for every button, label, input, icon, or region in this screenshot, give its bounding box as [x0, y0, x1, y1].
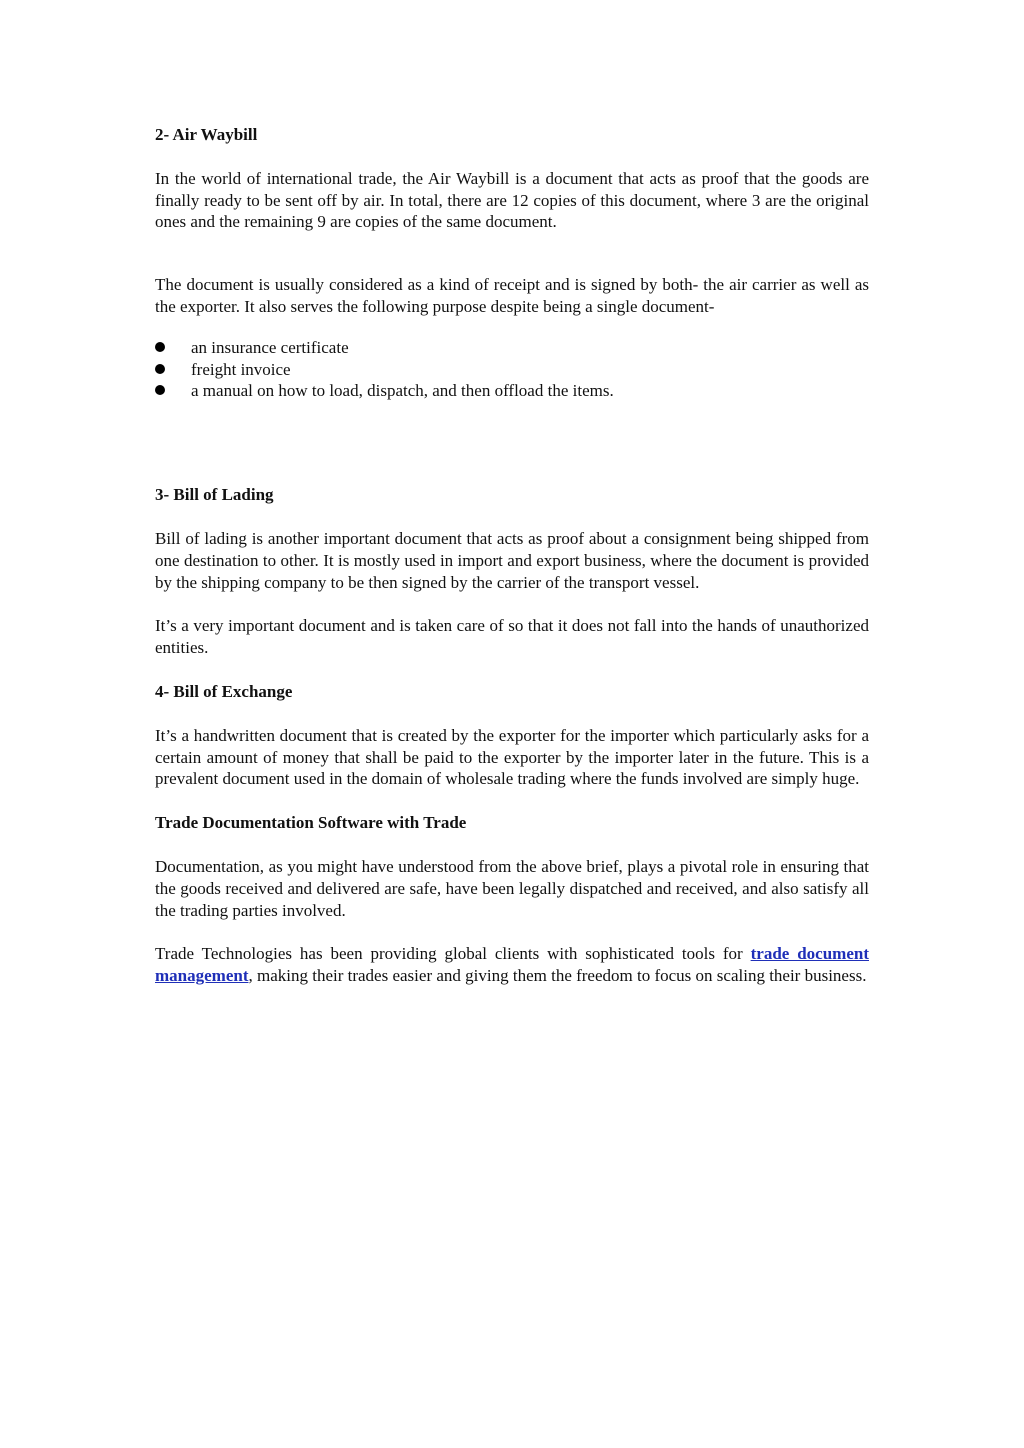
- software-heading: Trade Documentation Software with Trade: [155, 813, 467, 833]
- software-paragraph-2: [155, 943, 869, 987]
- air-waybill-heading: 2- Air Waybill: [155, 125, 258, 144]
- software-paragraph-1: Documentation, as you might have understood from the above brief, plays a pivotal role in ensuring that the goods received and delivered are safe, have been legally dispatched and received, and also satisfy all the trading parties involved.: [155, 856, 869, 920]
- bill-of-lading-paragraph-2: It’s a very important document and is taken care of so that it does not fall into the hands of unauthorized entities.: [155, 616, 869, 658]
- list-item: [155, 337, 869, 359]
- bullet-dot-icon: [155, 342, 165, 352]
- bill-of-exchange-paragraph: It’s a handwritten document that is created by the exporter for the importer which particularly asks for a certain amount of money that shall be paid to the exporter by the importer later in the future. This is a prevalent document used in the domain of wholesale trading where the funds involved are simply huge.: [155, 725, 869, 789]
- air-waybill-paragraph-2: The document is usually considered as a kind of receipt and is signed by both- the air carrier as well as the exporter. It also serves the following purpose despite being a single document-: [155, 275, 869, 316]
- document-page: [155, 124, 869, 987]
- air-waybill-paragraph-1: In the world of international trade, the Air Waybill is a document that acts as proof that the goods are finally ready to be sent off by air. In total, there are 12 copies of this document, where 3 are the original ones and the remaining 9 are copies of the same document.: [155, 168, 869, 232]
- list-item: [155, 380, 869, 402]
- bullet-dot-icon: [155, 385, 165, 395]
- trade-document-management-link[interactable]: trade document management: [155, 944, 869, 986]
- list-item-text: freight invoice: [191, 359, 291, 379]
- bill-of-lading-heading: 3- Bill of Lading: [155, 485, 274, 505]
- list-item-text: a manual on how to load, dispatch, and then offload the items.: [191, 381, 614, 401]
- software-paragraph-2-before: Trade Technologies has been providing global clients with sophisticated tools for: [155, 944, 751, 964]
- bullet-dot-icon: [155, 364, 165, 374]
- list-item: [155, 359, 869, 381]
- software-paragraph-2-after: , making their trades easier and giving them the freedom to focus on scaling their business.: [248, 966, 867, 986]
- air-waybill-purpose-list: [155, 337, 869, 402]
- bill-of-exchange-heading: 4- Bill of Exchange: [155, 681, 293, 701]
- bill-of-lading-paragraph-1: Bill of lading is another important document that acts as proof about a consignment being shipped from one destination to other. It is mostly used in import and export business, where the document is provided by the shipping company to be then signed by the carrier of the transport vessel.: [155, 528, 869, 592]
- list-item-text: an insurance certificate: [191, 337, 349, 357]
